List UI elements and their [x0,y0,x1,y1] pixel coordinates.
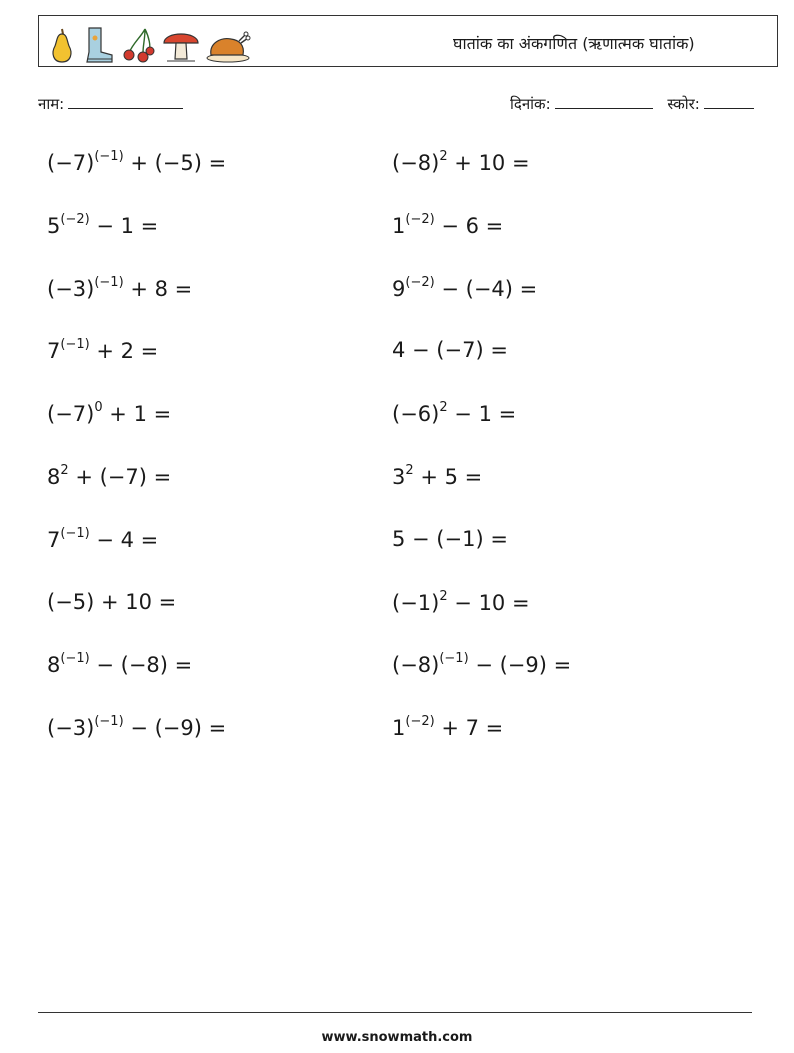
roast-chicken-icon [205,25,251,65]
problem-base: 5 [47,214,61,238]
problem-rest: + (−5) = [123,151,227,175]
problem-item [47,149,227,175]
problem-rest: − (−4) = [434,277,538,301]
problem-exponent: (−2) [405,714,435,729]
problem-item [47,651,193,677]
problem-base: (−7) [47,402,95,426]
problem-base: (−5) + 10 = [47,590,177,614]
name-blank[interactable] [68,94,183,109]
problem-base: 7 [47,528,61,552]
footer-rule [38,1012,752,1013]
problem-exponent: (−1) [94,149,124,164]
problem-item [392,340,508,361]
pear-icon [47,25,77,65]
problem-rest: − (−8) = [89,653,193,677]
problem-item [47,526,159,552]
problem-base: 5 − (−1) = [392,527,508,551]
name-label: नाम: [38,95,65,113]
problem-base: 9 [392,277,406,301]
problem-exponent: 2 [439,400,448,415]
problem-base: (−1) [392,591,440,615]
problem-base: (−8) [392,151,440,175]
problem-exponent: 2 [405,463,414,478]
problem-base: (−7) [47,151,95,175]
problem-exponent: 0 [94,400,103,415]
problem-exponent: (−1) [439,651,469,666]
problem-item [47,592,176,613]
problem-rest: − 6 = [434,214,504,238]
problem-exponent: (−1) [60,337,90,352]
name-field [38,94,183,114]
header-icons [47,19,251,65]
problem-base: (−8) [392,653,440,677]
problem-exponent: 2 [60,463,69,478]
problem-exponent: (−1) [94,714,124,729]
problem-item [47,337,159,363]
problem-rest: + 10 = [447,151,530,175]
problem-base: 4 − (−7) = [392,338,508,362]
problem-item [392,212,504,238]
problem-exponent: (−1) [60,526,90,541]
problem-item [392,529,508,550]
problem-base: (−6) [392,402,440,426]
problem-item [392,589,530,615]
date-blank[interactable] [555,94,653,109]
problem-rest: − (−9) = [468,653,572,677]
problem-rest: − 1 = [447,402,517,426]
mushroom-icon [161,25,201,65]
problem-item [47,400,172,426]
problem-rest: + 5 = [413,465,483,489]
problem-rest: − (−9) = [123,716,227,740]
problem-item [392,275,538,301]
problem-item [392,149,530,175]
problem-rest: − 10 = [447,591,530,615]
problem-rest: + 8 = [123,277,193,301]
problem-exponent: (−2) [405,212,435,227]
problem-rest: + 2 = [89,339,159,363]
score-label: स्कोर: [667,95,700,113]
worksheet-header [38,15,778,67]
problem-item [47,714,227,740]
problem-rest: + 7 = [434,716,504,740]
problem-item [47,212,159,238]
problem-base: 3 [392,465,406,489]
problem-base: 1 [392,716,406,740]
problem-item [392,400,517,426]
problem-exponent: (−2) [405,275,435,290]
problem-exponent: (−2) [60,212,90,227]
problem-exponent: 2 [439,149,448,164]
problem-item [47,275,193,301]
date-score-fields [510,94,754,114]
problem-rest: − 1 = [89,214,159,238]
cherries-icon [119,25,157,65]
problem-exponent: (−1) [94,275,124,290]
problem-base: 7 [47,339,61,363]
footer-url: www.snowmath.com [321,1030,473,1045]
problem-base: (−3) [47,277,95,301]
problem-item [392,714,504,740]
worksheet-title: घातांक का अंकगणित (ऋणात्मक घातांक) [453,34,695,53]
problem-rest: + 1 = [102,402,172,426]
problem-exponent: (−1) [60,651,90,666]
problem-base: 1 [392,214,406,238]
problem-item [47,463,172,489]
problem-item [392,651,572,677]
score-blank[interactable] [704,94,754,109]
problem-base: (−3) [47,716,95,740]
problem-exponent: 2 [439,589,448,604]
problem-rest: − 4 = [89,528,159,552]
date-label: दिनांक: [510,95,551,113]
problem-base: 8 [47,465,61,489]
problem-item [392,463,483,489]
boot-icon [81,25,115,65]
problem-base: 8 [47,653,61,677]
problem-rest: + (−7) = [68,465,172,489]
